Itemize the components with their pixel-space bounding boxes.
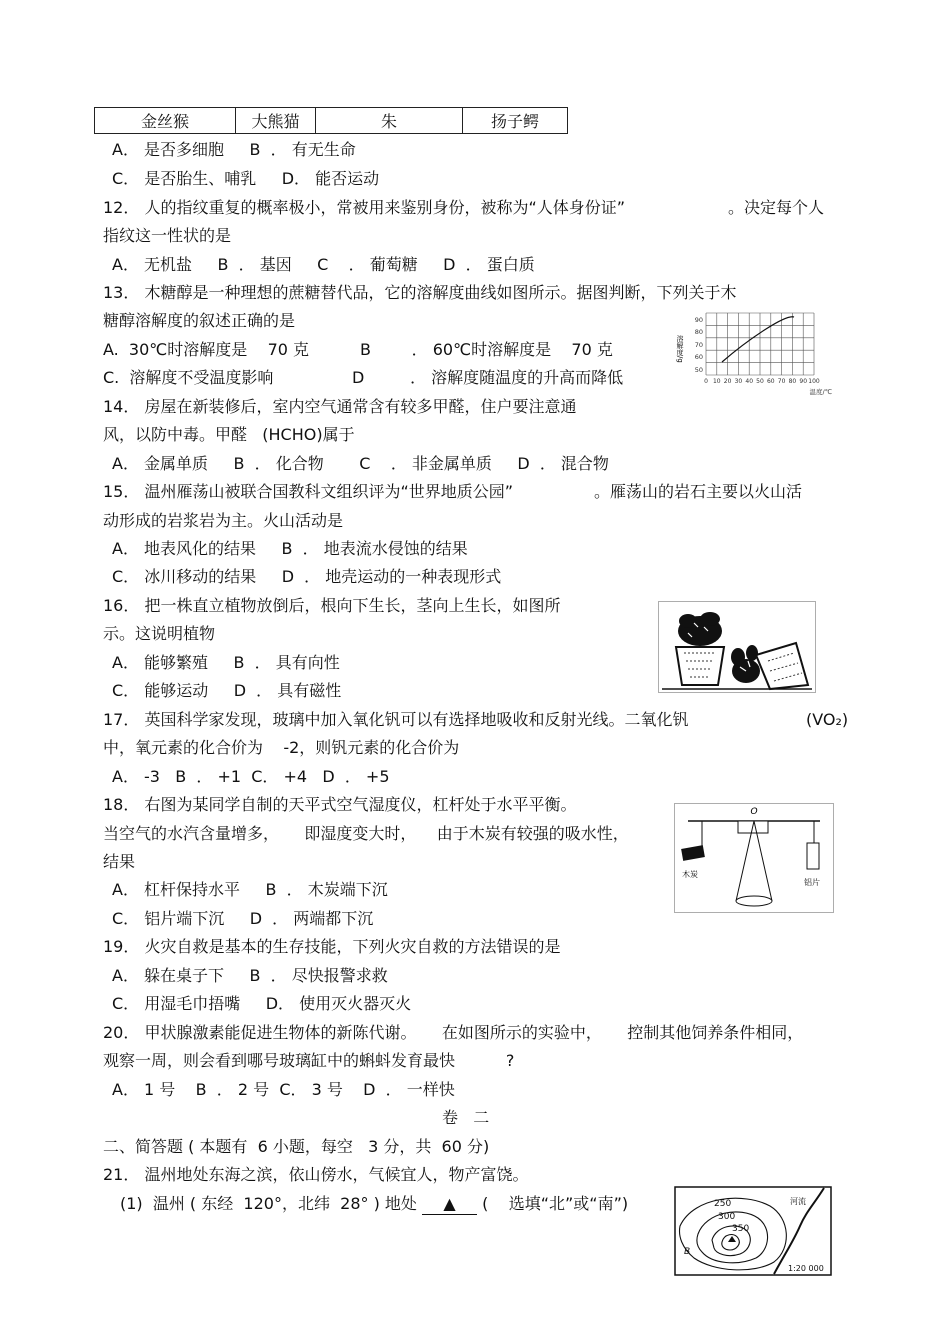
x-tick: 50 xyxy=(756,378,764,385)
section-heading: 二、简答题 ( 本题有 6 小题，每空 3 分，共 60 分) xyxy=(103,1137,490,1156)
q13-stem: 13． 木糖醇是一种理想的蔗糖替代品，它的溶解度曲线如图所示。据图判断，下列关于木 xyxy=(103,283,737,302)
y-tick: 70 xyxy=(694,341,703,349)
river-label: 河流 xyxy=(790,1197,806,1206)
q17-options: A． -3 B ． +1 C． +4 D ． +5 xyxy=(112,767,390,786)
part-two-title: 卷 二 xyxy=(442,1108,490,1127)
q14-options: A． 金属单质 B ． 化合物 C ． 非金属单质 D ． 混合物 xyxy=(112,454,609,473)
q14-stem: 14． 房屋在新装修后，室内空气通常含有较多甲醛，住户要注意通 xyxy=(103,397,577,416)
q19-stem: 19． 火灾自救是基本的生存技能，下列火灾自救的方法错误的是 xyxy=(103,937,561,956)
table-row xyxy=(95,108,568,134)
solubility-chart xyxy=(674,305,834,397)
q21-stem: 21． 温州地处东海之滨，依山傍水，气候宜人，物产富饶。 xyxy=(103,1165,529,1184)
q12-stem-cont: 。决定每个人 xyxy=(728,198,825,217)
chart-grid xyxy=(706,313,814,375)
q13-option-b: B ． 60℃时溶解度是 70 克 xyxy=(360,340,613,359)
x-tick: 70 xyxy=(777,378,786,385)
q15-stem: 15． 温州雁荡山被联合国教科文组织评为“世界地质公园” xyxy=(103,482,514,501)
q13-option-d: D ． 溶解度随温度的升高而降低 xyxy=(352,368,624,387)
q18-stem-line3: 结果 xyxy=(103,852,136,871)
aluminum-label: 铝片 xyxy=(804,878,820,887)
q20-stem: 20． 甲状腺激素能促进生物体的新陈代谢。 在如图所示的实验中， 控制其他饲养条件相同， xyxy=(103,1023,804,1042)
x-tick: 30 xyxy=(734,378,743,385)
q14-stem-line2: 风，以防中毒。甲醛 (HCHO)属于 xyxy=(103,425,355,444)
chart-xlabel: 温度/℃ xyxy=(809,388,832,396)
q13-option-a: A. 30℃时溶解度是 70 克 xyxy=(103,340,310,359)
x-tick: 40 xyxy=(745,378,754,385)
y-tick: 50 xyxy=(694,366,703,374)
q18-options-cd: C． 铝片端下沉 D ． 两端都下沉 xyxy=(112,909,374,928)
contour-label: 250 xyxy=(714,1199,732,1209)
x-tick: 10 xyxy=(712,378,721,385)
q19-options-cd: C． 用湿毛巾捂嘴 D． 使用灭火器灭火 xyxy=(112,994,412,1013)
q17-stem-line2: 中，氧元素的化合价为 -2，则钒元素的化合价为 xyxy=(103,738,460,757)
balance-hygrometer-figure xyxy=(674,803,834,913)
y-tick: 60 xyxy=(694,353,703,361)
pivot-label: O xyxy=(750,807,758,817)
q19-options-ab: A． 躲在桌子下 B ． 尽快报警求救 xyxy=(112,966,388,985)
x-tick: 100 xyxy=(808,378,820,385)
q12-stem-line2: 指纹这一性状的是 xyxy=(103,226,232,245)
q21-sub1-text: (1) 温州 ( 东经 120°，北纬 28° ) 地处 xyxy=(120,1194,417,1213)
q20-options: A． 1 号 B ． 2 号 C． 3 号 D ． 一样快 xyxy=(112,1080,455,1099)
y-tick: 80 xyxy=(694,328,703,336)
q12-options: A． 无机盐 B ． 基因 C ． 葡萄糖 D ． 蛋白质 xyxy=(112,255,535,274)
contour-map xyxy=(674,1186,832,1276)
x-tick: 60 xyxy=(766,378,775,385)
q16-stem: 16． 把一株直立植物放倒后，根向下生长，茎向上生长，如图所 xyxy=(103,596,561,615)
table-cell: 朱 xyxy=(316,108,463,134)
contour-label: 300 xyxy=(718,1212,736,1222)
charcoal-label: 木炭 xyxy=(682,870,698,879)
q15-stem-cont: 。雁荡山的岩石主要以火山活 xyxy=(594,482,803,501)
q11-options-ab: A． 是否多细胞 B ． 有无生命 xyxy=(112,140,356,159)
q16-stem-line2: 示。这说明植物 xyxy=(103,624,216,643)
table-cell: 大熊猫 xyxy=(236,108,316,134)
plant-tropism-figure xyxy=(658,601,816,693)
q13-option-c: C. 溶解度不受温度影响 xyxy=(103,368,274,387)
q11-options-cd: C． 是否胎生、哺乳 D． 能否运动 xyxy=(112,169,380,188)
q20-stem-line2: 观察一周，则会看到哪号玻璃缸中的蝌蚪发育最快 ? xyxy=(103,1051,515,1070)
q15-stem-line2: 动形成的岩浆岩为主。火山活动是 xyxy=(103,511,344,530)
q15-options-ab: A． 地表风化的结果 B ． 地表流水侵蚀的结果 xyxy=(112,539,468,558)
q16-options-cd: C． 能够运动 D ． 具有磁性 xyxy=(112,681,342,700)
contour-label: 350 xyxy=(732,1224,750,1234)
q17-stem: 17． 英国科学家发现，玻璃中加入氧化钒可以有选择地吸收和反射光线。二氧化钒 xyxy=(103,710,689,729)
x-tick: 0 xyxy=(704,378,708,385)
q17-formula: (VO₂) xyxy=(806,710,849,729)
aluminum-sheet xyxy=(807,843,819,869)
q13-stem-line2: 糖醇溶解度的叙述正确的是 xyxy=(103,311,296,330)
x-tick: 90 xyxy=(799,378,808,385)
table-cell: 金丝猴 xyxy=(95,108,236,134)
q16-options-ab: A． 能够繁殖 B ． 具有向性 xyxy=(112,653,340,672)
q18-stem: 18． 右图为某同学自制的天平式空气湿度仪，杠杆处于水平平衡。 xyxy=(103,795,577,814)
charcoal-block xyxy=(681,845,705,861)
q21-sub1-hint: ( 选填“北”或“南”) xyxy=(482,1194,629,1213)
point-label: B xyxy=(684,1247,691,1257)
y-tick: 90 xyxy=(694,316,703,324)
x-tick: 20 xyxy=(723,378,732,385)
upright-potted-plant xyxy=(676,612,724,685)
fallen-potted-plant xyxy=(731,643,808,689)
q15-options-cd: C． 冰川移动的结果 D ． 地壳运动的一种表现形式 xyxy=(112,567,502,586)
answer-blank: ▲ xyxy=(422,1194,477,1215)
table-cell: 扬子鳄 xyxy=(463,108,568,134)
q18-options-ab: A． 杠杆保持水平 B ． 木炭端下沉 xyxy=(112,880,388,899)
q18-stem-line2: 当空气的水汽含量增多， 即湿度变大时， 由于木炭有较强的吸水性， xyxy=(103,824,629,843)
map-scale: 1:20 000 xyxy=(788,1264,824,1273)
x-tick: 80 xyxy=(788,378,797,385)
solubility-curve xyxy=(722,317,794,362)
q21-sub1 xyxy=(120,1194,628,1215)
q12-stem: 12． 人的指纹重复的概率极小，常被用来鉴别身份，被称为“人体身份证” xyxy=(103,198,626,217)
animal-table xyxy=(94,107,568,134)
chart-ylabel: 溶解度/g xyxy=(676,335,684,363)
